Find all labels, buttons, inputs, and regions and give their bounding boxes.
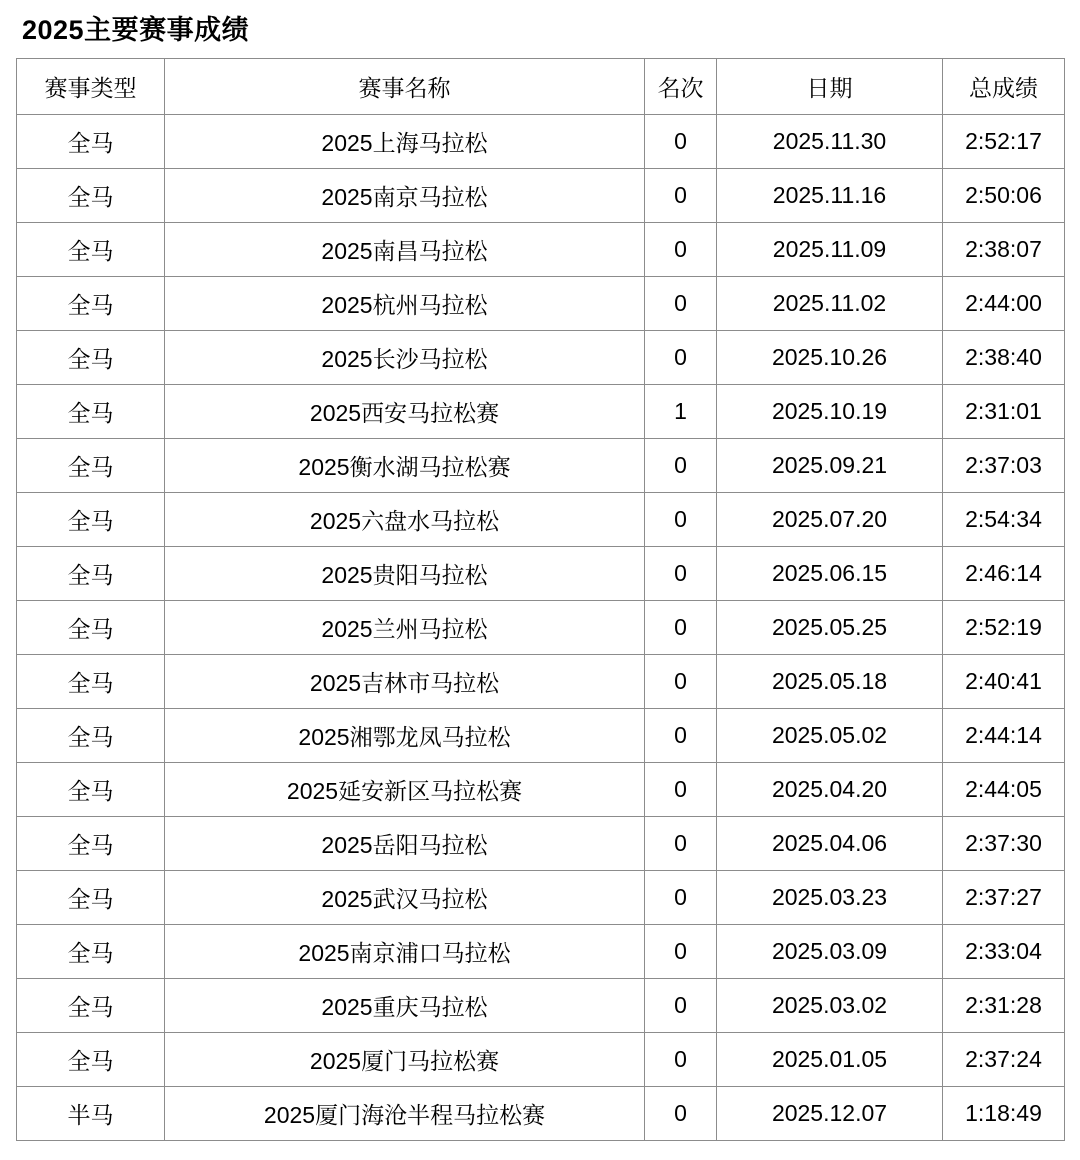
table-header-row	[17, 59, 1065, 115]
cell-rank: 0	[645, 1033, 717, 1087]
cell-date: 2025.11.02	[717, 277, 943, 331]
cell-date: 2025.04.20	[717, 763, 943, 817]
cell-race-name: 2025厦门海沧半程马拉松赛	[165, 1087, 645, 1141]
cell-date: 2025.10.26	[717, 331, 943, 385]
cell-race-name: 2025吉林市马拉松	[165, 655, 645, 709]
cell-race-name: 2025西安马拉松赛	[165, 385, 645, 439]
cell-date: 2025.06.15	[717, 547, 943, 601]
cell-race-type: 全马	[17, 115, 165, 169]
table-header	[17, 59, 1065, 115]
cell-race-type: 全马	[17, 223, 165, 277]
cell-race-type: 全马	[17, 763, 165, 817]
cell-total-time: 2:33:04	[943, 925, 1065, 979]
cell-race-type: 全马	[17, 817, 165, 871]
table-body	[17, 115, 1065, 1141]
cell-date: 2025.11.16	[717, 169, 943, 223]
cell-date: 2025.04.06	[717, 817, 943, 871]
cell-date: 2025.03.02	[717, 979, 943, 1033]
cell-total-time: 2:54:34	[943, 493, 1065, 547]
cell-date: 2025.05.25	[717, 601, 943, 655]
cell-race-name: 2025岳阳马拉松	[165, 817, 645, 871]
column-header-total-time: 总成绩	[943, 59, 1065, 115]
cell-race-type: 全马	[17, 655, 165, 709]
cell-total-time: 2:40:41	[943, 655, 1065, 709]
cell-date: 2025.07.20	[717, 493, 943, 547]
cell-race-type: 全马	[17, 331, 165, 385]
table-row	[17, 601, 1065, 655]
column-header-race-name: 赛事名称	[165, 59, 645, 115]
cell-race-name: 2025长沙马拉松	[165, 331, 645, 385]
cell-date: 2025.10.19	[717, 385, 943, 439]
cell-total-time: 2:37:27	[943, 871, 1065, 925]
cell-rank: 0	[645, 817, 717, 871]
table-row	[17, 871, 1065, 925]
cell-race-name: 2025南京马拉松	[165, 169, 645, 223]
cell-date: 2025.03.23	[717, 871, 943, 925]
cell-date: 2025.05.18	[717, 655, 943, 709]
cell-date: 2025.01.05	[717, 1033, 943, 1087]
cell-race-name: 2025厦门马拉松赛	[165, 1033, 645, 1087]
cell-rank: 1	[645, 385, 717, 439]
cell-total-time: 2:38:40	[943, 331, 1065, 385]
cell-total-time: 2:37:30	[943, 817, 1065, 871]
table-row	[17, 223, 1065, 277]
cell-rank: 0	[645, 655, 717, 709]
table-row	[17, 655, 1065, 709]
cell-race-type: 全马	[17, 277, 165, 331]
cell-race-type: 全马	[17, 1033, 165, 1087]
cell-total-time: 2:46:14	[943, 547, 1065, 601]
column-header-race-type: 赛事类型	[17, 59, 165, 115]
table-row	[17, 1033, 1065, 1087]
cell-race-type: 全马	[17, 547, 165, 601]
cell-race-name: 2025南京浦口马拉松	[165, 925, 645, 979]
table-row	[17, 817, 1065, 871]
cell-total-time: 2:50:06	[943, 169, 1065, 223]
cell-rank: 0	[645, 709, 717, 763]
table-row	[17, 385, 1065, 439]
cell-total-time: 2:38:07	[943, 223, 1065, 277]
cell-date: 2025.11.09	[717, 223, 943, 277]
table-row	[17, 277, 1065, 331]
cell-date: 2025.05.02	[717, 709, 943, 763]
cell-race-type: 全马	[17, 979, 165, 1033]
cell-total-time: 2:37:24	[943, 1033, 1065, 1087]
cell-race-name: 2025延安新区马拉松赛	[165, 763, 645, 817]
table-row	[17, 763, 1065, 817]
table-row	[17, 925, 1065, 979]
cell-total-time: 2:52:19	[943, 601, 1065, 655]
cell-race-name: 2025杭州马拉松	[165, 277, 645, 331]
cell-race-type: 全马	[17, 601, 165, 655]
cell-race-type: 全马	[17, 385, 165, 439]
cell-total-time: 2:52:17	[943, 115, 1065, 169]
cell-total-time: 2:44:14	[943, 709, 1065, 763]
cell-race-name: 2025南昌马拉松	[165, 223, 645, 277]
cell-race-name: 2025贵阳马拉松	[165, 547, 645, 601]
cell-race-type: 全马	[17, 925, 165, 979]
race-results-table	[16, 58, 1065, 1141]
table-row	[17, 709, 1065, 763]
table-row	[17, 493, 1065, 547]
cell-rank: 0	[645, 439, 717, 493]
table-row	[17, 115, 1065, 169]
cell-rank: 0	[645, 979, 717, 1033]
cell-race-type: 半马	[17, 1087, 165, 1141]
cell-race-type: 全马	[17, 493, 165, 547]
table-row	[17, 979, 1065, 1033]
cell-race-name: 2025武汉马拉松	[165, 871, 645, 925]
cell-rank: 0	[645, 601, 717, 655]
cell-date: 2025.03.09	[717, 925, 943, 979]
cell-rank: 0	[645, 925, 717, 979]
table-row	[17, 169, 1065, 223]
cell-race-type: 全马	[17, 709, 165, 763]
cell-race-type: 全马	[17, 871, 165, 925]
cell-total-time: 1:18:49	[943, 1087, 1065, 1141]
cell-total-time: 2:31:28	[943, 979, 1065, 1033]
page-title: 2025主要赛事成绩	[22, 15, 250, 45]
cell-rank: 0	[645, 277, 717, 331]
cell-rank: 0	[645, 169, 717, 223]
cell-rank: 0	[645, 547, 717, 601]
column-header-date: 日期	[717, 59, 943, 115]
cell-race-name: 2025上海马拉松	[165, 115, 645, 169]
table-row	[17, 439, 1065, 493]
cell-date: 2025.11.30	[717, 115, 943, 169]
cell-race-name: 2025六盘水马拉松	[165, 493, 645, 547]
cell-date: 2025.09.21	[717, 439, 943, 493]
cell-rank: 0	[645, 493, 717, 547]
cell-total-time: 2:37:03	[943, 439, 1065, 493]
cell-race-type: 全马	[17, 169, 165, 223]
cell-total-time: 2:31:01	[943, 385, 1065, 439]
column-header-rank: 名次	[645, 59, 717, 115]
cell-race-name: 2025兰州马拉松	[165, 601, 645, 655]
cell-race-name: 2025衡水湖马拉松赛	[165, 439, 645, 493]
cell-race-name: 2025湘鄂龙凤马拉松	[165, 709, 645, 763]
cell-rank: 0	[645, 331, 717, 385]
table-row	[17, 1087, 1065, 1141]
cell-race-name: 2025重庆马拉松	[165, 979, 645, 1033]
cell-total-time: 2:44:00	[943, 277, 1065, 331]
cell-race-type: 全马	[17, 439, 165, 493]
cell-rank: 0	[645, 1087, 717, 1141]
cell-date: 2025.12.07	[717, 1087, 943, 1141]
cell-rank: 0	[645, 763, 717, 817]
table-row	[17, 547, 1065, 601]
cell-rank: 0	[645, 115, 717, 169]
cell-rank: 0	[645, 223, 717, 277]
cell-rank: 0	[645, 871, 717, 925]
cell-total-time: 2:44:05	[943, 763, 1065, 817]
table-row	[17, 331, 1065, 385]
